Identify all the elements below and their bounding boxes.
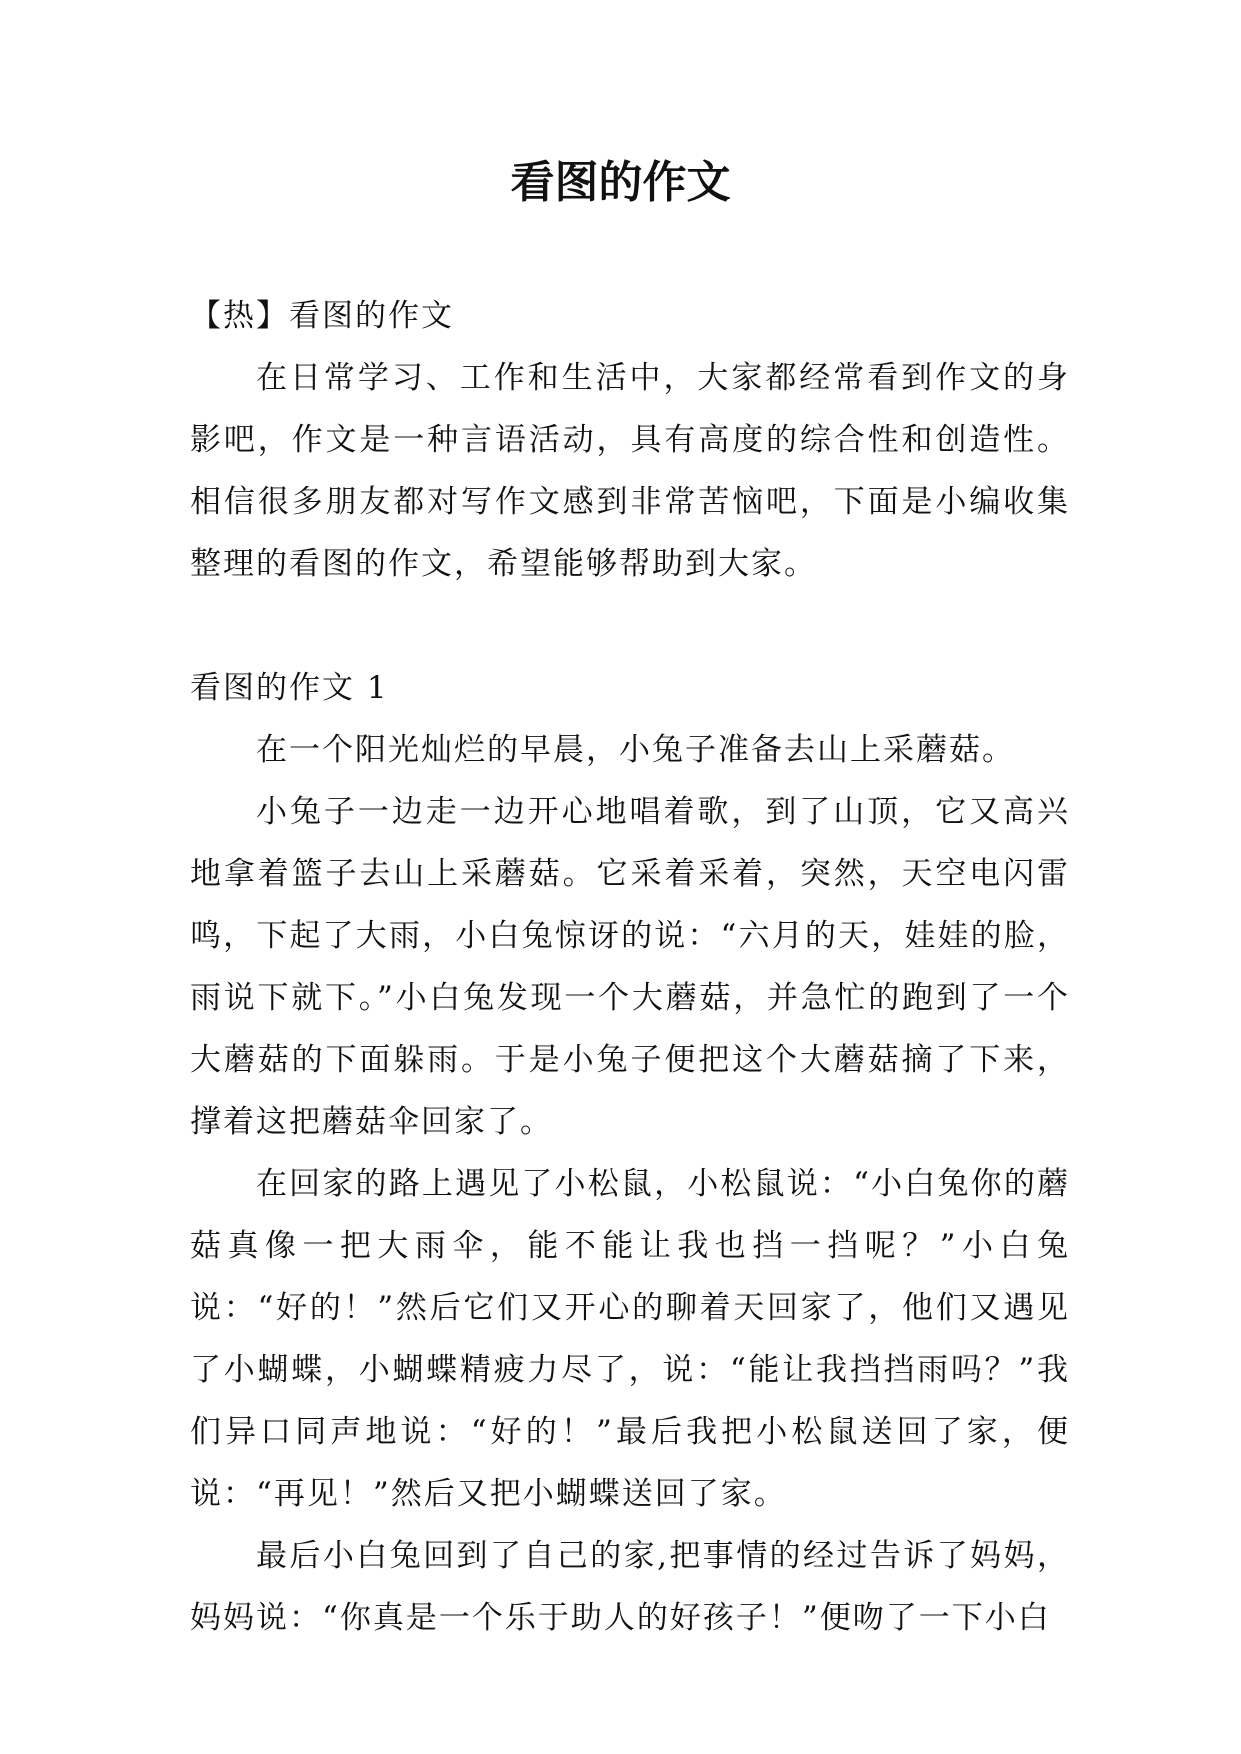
story-paragraph-3: 在回家的路上遇见了小松鼠，小松鼠说：“小白兔你的蘑菇真像一把大雨伞，能不能让我也挡一挡呢？”小白兔说：“好的！”然后它们又开心的聊着天回家了，他们又遇见了小蝴蝶，小蝴蝶精疲力尽了，说：“能让我挡挡雨吗？”我们异口同声地说：“好的！”最后我把小松鼠送回了家，便说：“再见！”然后又把小蝴蝶送回了家。 xyxy=(190,1166,1070,1512)
intro-paragraph: 在日常学习、工作和生活中，大家都经常看到作文的身影吧，作文是一种言语活动，具有高度的综合性和创造性。相信很多朋友都对写作文感到非常苦恼吧，下面是小编收集整理的看图的作文，希望能够帮助到大家。 xyxy=(190,360,1070,582)
document-title: 看图的作文 xyxy=(510,157,731,208)
story-paragraph-4: 最后小白兔回到了自己的家,把事情的经过告诉了妈妈，妈妈说：“你真是一个乐于助人的好孩子！”便吻了一下小白 xyxy=(190,1538,1070,1636)
section-spacer xyxy=(190,595,1070,657)
document-body xyxy=(190,285,1070,1649)
story-paragraph-2: 小兔子一边走一边开心地唱着歌，到了山顶，它又高兴地拿着篮子去山上采蘑菇。它采着采着，突然，天空电闪雷鸣，下起了大雨，小白兔惊讶的说：“六月的天，娃娃的脸，雨说下就下。”小白兔发现一个大蘑菇，并急忙的跑到了一个大蘑菇的下面躲雨。于是小兔子便把这个大蘑菇摘了下来，撑着这把蘑菇伞回家了。 xyxy=(190,794,1070,1140)
header-line: 【热】看图的作文 xyxy=(190,298,454,334)
story-paragraph-1: 在一个阳光灿烂的早晨，小兔子准备去山上采蘑菇。 xyxy=(256,732,1015,768)
section-title: 看图的作文 1 xyxy=(190,670,389,706)
